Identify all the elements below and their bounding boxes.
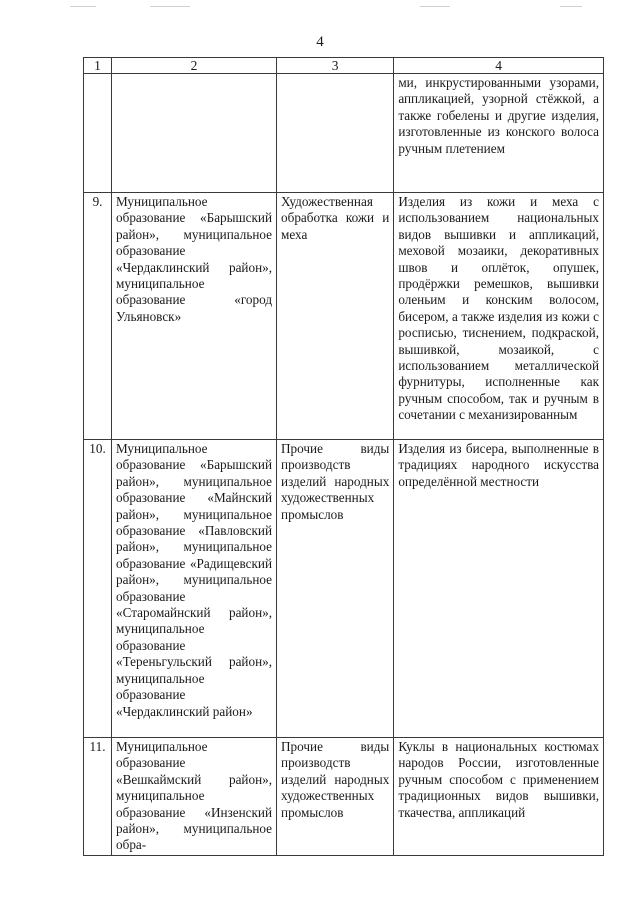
header-cell-1: 1 — [84, 58, 112, 74]
products-cell: Куклы в национальных костюмах народов России, изготовленные ручным способом с применением традиционных видов вышивки, ткачества, аппликаций — [394, 738, 604, 856]
territory-cell: Муниципальное образование «Вешкаймский район», муниципальное образование «Инзенский район», муниципальное обра- — [112, 738, 277, 856]
scan-artifact — [150, 6, 190, 7]
row-number-cell: 11. — [84, 738, 112, 856]
page-number: 4 — [316, 34, 324, 50]
craft-kind-cell — [277, 74, 394, 193]
territory-cell: Муниципальное образование «Барышский район», муниципальное образование «Майнский район», муниципальное образование «Павловский район», муниципальное образование «Радищевский район», муниципальное образование «Старомайнский район», муниципальное образование «Тереньгульский район», муниципальное образование «Чердаклинский район» — [112, 440, 277, 738]
products-cell: ми, инкрустированными узорами, аппликацией, узорной стёжкой, а также гобелены и другие изделия, изготовленные из конского волоса ручным плетением — [394, 74, 604, 193]
header-cell-3: 3 — [277, 58, 394, 74]
products-cell: Изделия из бисера, выполненные в традициях народного искусства определённой местности — [394, 440, 604, 738]
territory-cell — [112, 74, 277, 193]
table-row — [84, 738, 604, 856]
craft-kind-cell: Прочие виды производств изделий народных художественных промыслов — [277, 440, 394, 738]
header-cell-4: 4 — [394, 58, 604, 74]
scan-artifact — [560, 6, 582, 7]
header-cell-2: 2 — [112, 58, 277, 74]
territory-cell: Муниципальное образование «Барышский район», муниципальное образование «Чердаклинский район», муниципальное образование «город Ульяновск» — [112, 193, 277, 440]
row-number-cell: 9. — [84, 193, 112, 440]
products-cell: Изделия из кожи и меха с использованием национальных видов вышивки и аппликаций, меховой мозаики, декоративных швов и оплёток, опушек, продёржки ремешков, вышивки оленьим и конским волосом, бисером, а также изделия из кожи с росписью, тиснением, подкраской, вышивкой, мозаикой, с использованием металлической фурнитуры, исполненные как ручным способом, так и ручным в сочетании с механизированным — [394, 193, 604, 440]
table-row — [84, 74, 604, 193]
table-header-row — [84, 58, 604, 74]
scan-artifact — [420, 6, 450, 7]
scan-artifact — [70, 6, 96, 7]
crafts-table — [83, 57, 604, 856]
table-row — [84, 440, 604, 738]
craft-kind-cell: Прочие виды производств изделий народных художественных промыслов — [277, 738, 394, 856]
craft-kind-cell: Художественная обработка кожи и меха — [277, 193, 394, 440]
row-number-cell: 10. — [84, 440, 112, 738]
row-number-cell — [84, 74, 112, 193]
table-row — [84, 193, 604, 440]
